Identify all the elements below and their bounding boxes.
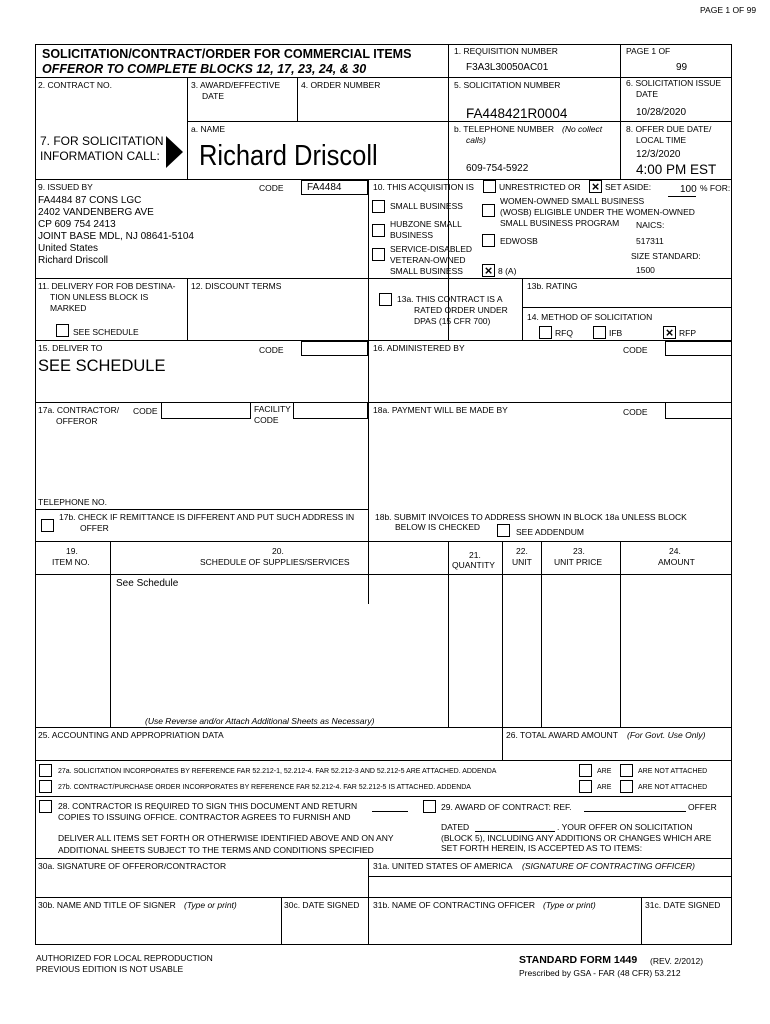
order-number-label: 4. ORDER NUMBER: [301, 80, 381, 90]
total-award-note: (For Govt. Use Only): [627, 730, 706, 740]
27a-are-checkbox[interactable]: [579, 764, 592, 777]
issued-line: CP 609 754 2413: [38, 219, 116, 230]
submit-invoices-label-2: BELOW IS CHECKED: [395, 522, 481, 532]
line: [668, 196, 696, 197]
standard-form-label: STANDARD FORM 1449: [519, 954, 638, 966]
issued-line: Richard Driscoll: [38, 255, 109, 266]
size-standard-label: SIZE STANDARD:: [631, 251, 701, 261]
line: [35, 727, 732, 728]
deliver-code-box: [301, 341, 368, 356]
27b-are-label: ARE: [597, 784, 612, 791]
naics-value: 517311: [636, 236, 664, 246]
administered-code-label: CODE: [623, 345, 648, 355]
rated-order-label-3: DPAS (15 CFR 700): [414, 316, 491, 326]
revision-label: (REV. 2/2012): [650, 956, 704, 966]
line: [297, 77, 298, 121]
line: [641, 897, 642, 945]
27a-label: 27a. SOLICITATION INCORPORATES BY REFERENCE FAR 52.212-1, 52.212-4. FAR 52.212-3 AND 52.212-5 ARE ATTACHED. ADDENDA: [58, 768, 497, 775]
previous-edition-label: PREVIOUS EDITION IS NOT USABLE: [36, 964, 184, 974]
sdvosb-checkbox[interactable]: [372, 248, 385, 261]
rated-order-label-2: RATED ORDER UNDER: [414, 305, 508, 315]
see-schedule-label: SEE SCHEDULE: [73, 327, 139, 337]
line: [187, 278, 188, 340]
frame-left: [35, 44, 36, 876]
authorized-label: AUTHORIZED FOR LOCAL REPRODUCTION: [36, 953, 213, 963]
size-standard-value: 1500: [636, 265, 655, 275]
issued-line: United States: [38, 243, 99, 254]
rated-order-checkbox[interactable]: [379, 293, 392, 306]
small-business-checkbox[interactable]: [372, 200, 385, 213]
rfq-label: RFQ: [555, 328, 573, 338]
29-label: 29. AWARD OF CONTRACT: REF.: [441, 802, 572, 812]
rated-order-label: 13a. THIS CONTRACT IS A: [397, 294, 503, 304]
amount-header: 24.: [669, 546, 681, 556]
issue-date-label: 6. SOLICITATION ISSUE: [626, 78, 722, 88]
unit-header: 22.: [516, 546, 528, 556]
deliver-to-label: 15. DELIVER TO: [38, 343, 103, 353]
29-offer-label: OFFER: [688, 802, 717, 812]
wosb-label: WOMEN-OWNED SMALL BUSINESS: [500, 196, 645, 206]
remittance-checkbox[interactable]: [41, 519, 54, 532]
contract-no-label: 2. CONTRACT NO.: [38, 80, 112, 90]
wosb-checkbox[interactable]: [482, 204, 495, 217]
set-aside-checkbox[interactable]: ×: [589, 180, 602, 193]
issued-code-label: CODE: [259, 183, 284, 193]
rfp-checkbox[interactable]: ×: [663, 326, 676, 339]
page-of-label: PAGE 1 OF: [626, 46, 671, 56]
see-schedule-checkbox[interactable]: [56, 324, 69, 337]
signature-offeror-label: 30a. SIGNATURE OF OFFEROR/CONTRACTOR: [38, 861, 227, 871]
29-label-4: SET FORTH HEREIN, IS ACCEPTED AS TO ITEMS:: [441, 843, 643, 853]
28-checkbox[interactable]: [39, 800, 52, 813]
supplies-header-2: SCHEDULE OF SUPPLIES/SERVICES: [200, 557, 350, 567]
contractor-label-2: OFFEROR: [56, 416, 98, 426]
information-call-label: INFORMATION CALL:: [40, 149, 160, 163]
total-award-label: 26. TOTAL AWARD AMOUNT: [506, 730, 618, 740]
contracting-officer-label: 31b. NAME OF CONTRACTING OFFICER: [373, 900, 535, 910]
28-label-4: ADDITIONAL SHEETS SUBJECT TO THE TERMS AND CONDITIONS SPECIFIED: [58, 845, 374, 855]
small-business-label: SMALL BUSINESS: [390, 201, 463, 211]
28-label-3: DELIVER ALL ITEMS SET FORTH OR OTHERWISE IDENTIFIED ABOVE AND ON ANY: [58, 833, 394, 843]
line: [35, 509, 368, 510]
telephone-label: b. TELEPHONE NUMBER: [454, 124, 554, 134]
solicitation-number-value: FA448421R0004: [466, 106, 568, 121]
line: [448, 121, 732, 122]
schedule-content: See Schedule: [116, 578, 179, 589]
delivery-fob-label: 11. DELIVERY FOR FOB DESTINA-: [38, 281, 176, 291]
edwosb-checkbox[interactable]: [482, 234, 495, 247]
ifb-label: IFB: [609, 328, 623, 338]
telephone-note-2: calls): [466, 135, 486, 145]
usa-note: (SIGNATURE OF CONTRACTING OFFICER): [522, 861, 695, 871]
page-count: PAGE 1 OF 99: [700, 5, 757, 15]
27b-checkbox[interactable]: [39, 780, 52, 793]
line: [541, 541, 542, 727]
line: [502, 727, 503, 761]
hubzone-checkbox[interactable]: [372, 224, 385, 237]
line: [187, 121, 448, 122]
issued-code-value: FA4484: [307, 182, 342, 193]
issued-line: FA4484 87 CONS LGC: [38, 195, 142, 206]
item-no-header: 19.: [66, 546, 78, 556]
remittance-label: 17b. CHECK IF REMITTANCE IS DIFFERENT AND PUT SUCH ADDRESS IN: [59, 512, 355, 522]
line: [35, 340, 732, 341]
percent-for-label: % FOR:: [700, 183, 731, 193]
contractor-label: 17a. CONTRACTOR/: [38, 405, 120, 415]
telephone-no-label: TELEPHONE NO.: [38, 497, 107, 507]
offer-due-label: 8. OFFER DUE DATE/: [626, 124, 712, 134]
contact-name: Richard Driscoll: [199, 140, 378, 172]
line: [187, 77, 188, 179]
accounting-label: 25. ACCOUNTING AND APPROPRIATION DATA: [38, 730, 224, 740]
line: [35, 760, 732, 761]
dated-blank: [475, 831, 555, 832]
line: [35, 796, 732, 797]
telephone-value: 609-754-5922: [466, 163, 529, 174]
solicitation-number-label: 5. SOLICITATION NUMBER: [454, 80, 561, 90]
divider-right: [620, 44, 621, 179]
27b-label: 27b. CONTRACT/PURCHASE ORDER INCORPORATES BY REFERENCE FAR 52.212-4. FAR 52.212-5 IS ATTACHED. ADDENDA: [58, 784, 471, 791]
29-label-2: . YOUR OFFER ON SOLICITATION: [557, 822, 693, 832]
27a-checkbox[interactable]: [39, 764, 52, 777]
hubzone-label-2: BUSINESS: [390, 230, 433, 240]
29-checkbox[interactable]: [423, 800, 436, 813]
award-date-label-2: DATE: [202, 91, 225, 101]
sdvosb-label-2: VETERAN-OWNED: [390, 255, 466, 265]
quantity-header: 21.: [469, 550, 481, 560]
remittance-label-2: OFFER: [80, 523, 109, 533]
deliver-to-value: SEE SCHEDULE: [38, 357, 166, 375]
arrow-right-icon: [166, 136, 183, 168]
offer-due-label-2: LOCAL TIME: [636, 135, 687, 145]
date-signed-label: 30c. DATE SIGNED: [284, 900, 360, 910]
27a-are-not-label: ARE NOT ATTACHED: [638, 768, 708, 775]
line: [368, 876, 732, 877]
contractor-code-label: CODE: [133, 406, 158, 416]
27b-are-not-checkbox[interactable]: [620, 780, 633, 793]
28-label-2: COPIES TO ISSUING OFFICE. CONTRACTOR AGREES TO FURNISH AND: [58, 812, 351, 822]
line: [502, 541, 503, 727]
offer-due-date: 12/3/2020: [636, 149, 681, 160]
delivery-fob-label-2: TION UNLESS BLOCK IS: [50, 292, 149, 302]
set-aside-percent: 100: [680, 184, 697, 195]
submit-invoices-label: 18b. SUBMIT INVOICES TO ADDRESS SHOWN IN BLOCK 18a UNLESS BLOCK: [375, 512, 687, 522]
delivery-fob-label-3: MARKED: [50, 303, 87, 313]
offer-due-time: 4:00 PM EST: [636, 162, 717, 177]
facility-label: FACILITY: [254, 404, 291, 414]
issue-date-value: 10/28/2020: [636, 107, 687, 118]
supplies-header: 20.: [272, 546, 284, 556]
unrestricted-label: UNRESTRICTED OR: [499, 182, 581, 192]
see-addendum-label: SEE ADDENDUM: [516, 527, 585, 537]
form-subtitle: OFFEROR TO COMPLETE BLOCKS 12, 17, 23, 24, & 30: [42, 62, 367, 76]
line: [368, 858, 369, 945]
unit-price-header: 23.: [573, 546, 585, 556]
27a-are-label: ARE: [597, 768, 612, 775]
page-of-value: 99: [676, 62, 688, 73]
wosb-label-3: SMALL BUSINESS PROGRAM: [500, 218, 620, 228]
line: [35, 944, 732, 945]
29-dated-label: DATED: [441, 822, 470, 832]
ifb-checkbox[interactable]: [593, 326, 606, 339]
line: [35, 179, 732, 180]
form-title: SOLICITATION/CONTRACT/ORDER FOR COMMERCIAL ITEMS: [42, 47, 412, 61]
name-signer-label: 30b. NAME AND TITLE OF SIGNER: [38, 900, 176, 910]
schedule-note: (Use Reverse and/or Attach Additional Sheets as Necessary): [145, 716, 375, 726]
line: [281, 897, 282, 945]
line: [35, 574, 732, 575]
unit-header-2: UNIT: [512, 557, 532, 567]
line: [448, 541, 449, 727]
contracting-officer-note: (Type or print): [543, 900, 596, 910]
administered-by-label: 16. ADMINISTERED BY: [373, 343, 465, 353]
sdvosb-label: SERVICE-DISABLED: [390, 244, 473, 254]
rfp-label: RFP: [679, 328, 696, 338]
unrestricted-checkbox[interactable]: [483, 180, 496, 193]
issue-date-label-2: DATE: [636, 89, 659, 99]
line: [620, 541, 621, 727]
eight-a-label: 8 (A): [498, 266, 517, 276]
facility-label-2: CODE: [254, 415, 279, 425]
issued-line: JOINT BASE MDL, NJ 08641-5104: [38, 231, 194, 242]
see-addendum-checkbox[interactable]: [497, 524, 510, 537]
administered-code-box: [665, 341, 732, 356]
hubzone-label: HUBZONE SMALL: [390, 219, 462, 229]
line: [522, 307, 732, 308]
unit-price-header-2: UNIT PRICE: [554, 557, 603, 567]
date-signed-label-2: 31c. DATE SIGNED: [645, 900, 721, 910]
issued-line: 2402 VANDENBERG AVE: [38, 207, 154, 218]
line: [522, 278, 523, 340]
ref-blank: [584, 811, 686, 812]
line: [35, 897, 732, 898]
requisition-value: F3A3L30050AC01: [466, 62, 549, 73]
27a-are-not-checkbox[interactable]: [620, 764, 633, 777]
usa-label: 31a. UNITED STATES OF AMERICA: [373, 861, 513, 871]
contractor-code-box: [161, 402, 251, 419]
rfq-checkbox[interactable]: [539, 326, 552, 339]
wosb-label-2: (WOSB) ELIGIBLE UNDER THE WOMEN-OWNED: [500, 207, 695, 217]
acquisition-label: 10. THIS ACQUISITION IS: [373, 182, 474, 192]
method-label: 14. METHOD OF SOLICITATION: [527, 312, 653, 322]
frame-top: [35, 44, 732, 45]
copies-blank: [372, 811, 408, 812]
requisition-label: 1. REQUISITION NUMBER: [454, 46, 558, 56]
sdvosb-label-3: SMALL BUSINESS: [390, 266, 463, 276]
edwosb-label: EDWOSB: [500, 236, 538, 246]
quantity-header-2: QUANTITY: [452, 560, 495, 570]
29-label-3: (BLOCK 5), INCLUDING ANY ADDITIONS OR CHANGES WHICH ARE: [441, 833, 712, 843]
27b-are-checkbox[interactable]: [579, 780, 592, 793]
facility-code-box: [293, 402, 368, 419]
issued-by-label: 9. ISSUED BY: [38, 182, 93, 192]
payment-label: 18a. PAYMENT WILL BE MADE BY: [373, 405, 508, 415]
payment-code-box: [665, 402, 732, 419]
frame-left-bottom: [35, 858, 36, 945]
name-signer-note: (Type or print): [184, 900, 237, 910]
payment-code-label: CODE: [623, 407, 648, 417]
deliver-code-label: CODE: [259, 345, 284, 355]
line: [110, 541, 111, 727]
28-label: 28. CONTRACTOR IS REQUIRED TO SIGN THIS DOCUMENT AND RETURN: [58, 801, 358, 811]
set-aside-label: SET ASIDE:: [605, 182, 652, 192]
27b-are-not-label: ARE NOT ATTACHED: [638, 784, 708, 791]
telephone-note: (No collect: [562, 124, 603, 134]
line: [35, 541, 732, 542]
line: [35, 858, 732, 859]
item-no-header-2: ITEM NO.: [52, 557, 90, 567]
for-solicitation-label: 7. FOR SOLICITATION: [40, 134, 164, 148]
line: [35, 402, 732, 403]
amount-header-2: AMOUNT: [658, 557, 695, 567]
eight-a-checkbox[interactable]: ×: [482, 264, 495, 277]
discount-terms-label: 12. DISCOUNT TERMS: [191, 281, 282, 291]
naics-label: NAICS:: [636, 220, 665, 230]
rating-label: 13b. RATING: [527, 281, 578, 291]
name-label: a. NAME: [191, 124, 226, 134]
award-date-label: 3. AWARD/EFFECTIVE: [191, 80, 281, 90]
line: [35, 278, 732, 279]
prescribed-label: Prescribed by GSA - FAR (48 CFR) 53.212: [519, 968, 681, 978]
